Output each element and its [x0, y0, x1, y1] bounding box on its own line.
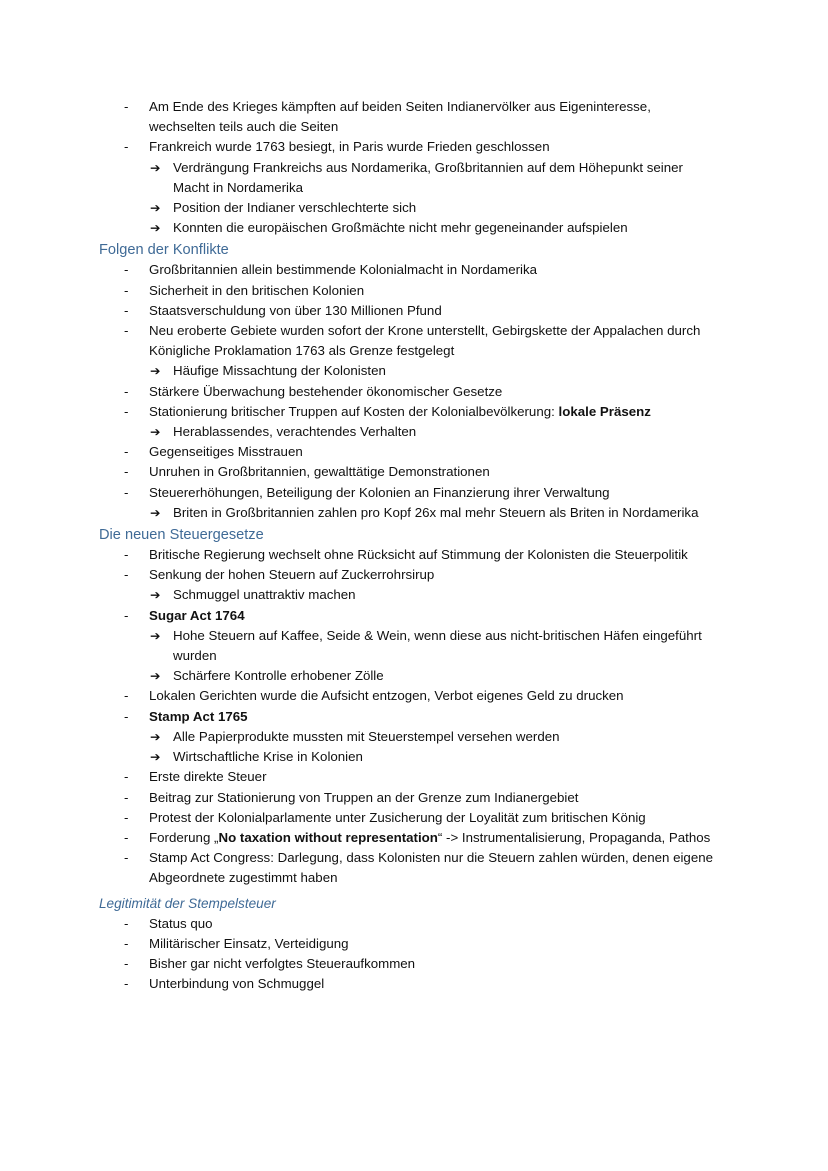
- arrow-right-icon: ➔: [150, 588, 161, 603]
- item-text-segment: Alle Papierprodukte mussten mit Steuerstempel versehen werden: [173, 728, 560, 744]
- dash-bullet-icon: -: [124, 323, 129, 339]
- item-text: [173, 626, 778, 666]
- arrow-right-icon: ➔: [150, 221, 161, 236]
- dash-bullet-icon: -: [124, 809, 129, 825]
- item-text: [149, 974, 779, 994]
- bullet-item: [0, 545, 828, 565]
- item-text-segment: Gegenseitiges Misstrauen: [149, 444, 303, 460]
- dash-bullet-icon: -: [124, 383, 129, 399]
- arrow-right-icon: ➔: [150, 505, 161, 520]
- item-text: [149, 788, 779, 808]
- item-text-segment: Am Ende des Krieges kämpften auf beiden Seiten Indianervölker aus Eigeninteresse, wechselten teils auch die Seiten: [149, 99, 651, 135]
- bullet-item: [0, 301, 828, 321]
- arrow-right-icon: ➔: [150, 201, 161, 216]
- bullet-item: [0, 565, 828, 585]
- item-text-segment: Position der Indianer verschlechterte sich: [173, 200, 417, 216]
- bullet-item: [0, 442, 828, 462]
- bullet-item: [0, 462, 828, 482]
- item-text-segment: Bisher gar nicht verfolgtes Steueraufkommen: [149, 955, 416, 971]
- item-text-segment: Status quo: [149, 915, 213, 931]
- dash-bullet-icon: -: [124, 935, 129, 951]
- dash-bullet-icon: -: [124, 484, 129, 500]
- item-text-segment: Stamp Act Congress: Darlegung, dass Kolonisten nur die Steuern zahlen würden, denen eigene Abgeordnete zugestimmt haben: [149, 850, 714, 886]
- bullet-item: [0, 934, 828, 954]
- arrow-right-icon: ➔: [150, 425, 161, 440]
- arrow-sub-item: [0, 422, 828, 442]
- bullet-item: [0, 788, 828, 808]
- item-text-segment: Unterbindung von Schmuggel: [149, 976, 325, 992]
- bold-text: Sugar Act 1764: [149, 607, 245, 623]
- item-text: [149, 545, 779, 565]
- item-text: [149, 565, 779, 585]
- dash-bullet-icon: -: [124, 403, 129, 419]
- item-text-segment: Briten in Großbritannien zahlen pro Kopf 26x mal mehr Steuern als Briten in Nordamerika: [173, 504, 699, 520]
- bullet-item: [0, 321, 828, 361]
- item-text: [149, 606, 779, 626]
- item-text: [149, 808, 779, 828]
- bullet-item: [0, 848, 828, 888]
- arrow-sub-item: [0, 666, 828, 686]
- item-text: [173, 158, 778, 198]
- arrow-sub-item: [0, 503, 828, 523]
- arrow-right-icon: ➔: [150, 160, 161, 175]
- dash-bullet-icon: -: [124, 139, 129, 155]
- arrow-sub-item: [0, 747, 828, 767]
- item-text: [149, 402, 779, 422]
- item-text-segment: Senkung der hohen Steuern auf Zuckerrohrsirup: [149, 567, 435, 583]
- item-text: [149, 260, 779, 280]
- bullet-item: [0, 828, 828, 848]
- item-text: [173, 747, 778, 767]
- item-text-segment: Schärfere Kontrolle erhobener Zölle: [173, 668, 384, 684]
- bullet-item: [0, 281, 828, 301]
- bullet-item: [0, 382, 828, 402]
- item-text: [149, 281, 779, 301]
- item-text: [149, 934, 779, 954]
- dash-bullet-icon: -: [124, 829, 129, 845]
- bullet-item: [0, 260, 828, 280]
- arrow-right-icon: ➔: [150, 669, 161, 684]
- item-text: [173, 361, 778, 381]
- dash-bullet-icon: -: [124, 850, 129, 866]
- dash-bullet-icon: -: [124, 789, 129, 805]
- bullet-item: [0, 974, 828, 994]
- arrow-sub-item: [0, 361, 828, 381]
- item-text-segment: Häufige Missachtung der Kolonisten: [173, 363, 386, 379]
- bullet-item: [0, 137, 828, 157]
- arrow-sub-item: [0, 198, 828, 218]
- item-text-segment: Forderung „: [149, 829, 219, 845]
- section-heading: Folgen der Konflikte: [99, 242, 229, 259]
- item-text: [149, 462, 779, 482]
- item-text: [149, 707, 779, 727]
- bullet-item: [0, 686, 828, 706]
- bullet-item: [0, 97, 828, 137]
- item-text: [149, 137, 779, 157]
- item-text-segment: Stationierung britischer Truppen auf Kosten der Kolonialbevölkerung:: [149, 403, 559, 419]
- bullet-item: [0, 954, 828, 974]
- item-text: [173, 585, 778, 605]
- bullet-item: [0, 483, 828, 503]
- item-text-segment: Militärischer Einsatz, Verteidigung: [149, 935, 349, 951]
- dash-bullet-icon: -: [124, 976, 129, 992]
- item-text: [149, 914, 779, 934]
- bold-text: lokale Präsenz: [558, 403, 651, 419]
- dash-bullet-icon: -: [124, 99, 129, 114]
- arrow-sub-item: [0, 727, 828, 747]
- dash-bullet-icon: -: [124, 567, 129, 583]
- arrow-sub-item: [0, 158, 828, 198]
- item-text-segment: Schmuggel unattraktiv machen: [173, 587, 356, 603]
- item-text-segment: Konnten die europäischen Großmächte nicht mehr gegeneinander aufspielen: [173, 220, 628, 236]
- item-text-segment: Hohe Steuern auf Kaffee, Seide & Wein, wenn diese aus nicht-britischen Häfen eingeführt wurden: [173, 627, 702, 664]
- bullet-item: [0, 808, 828, 828]
- item-text-segment: Neu eroberte Gebiete wurden sofort der Krone unterstellt, Gebirgskette der Appalachen durch Königliche Proklamation 1763 als Grenze festgelegt: [149, 323, 701, 359]
- item-text-segment: Erste direkte Steuer: [149, 769, 267, 785]
- item-text-segment: Verdrängung Frankreichs aus Nordamerika, Großbritannien auf dem Höhepunkt seiner Macht in Nordamerika: [173, 159, 683, 195]
- item-text-segment: Beitrag zur Stationierung von Truppen an der Grenze zum Indianergebiet: [149, 789, 579, 805]
- dash-bullet-icon: -: [124, 769, 129, 785]
- item-text-segment: Frankreich wurde 1763 besiegt, in Paris wurde Frieden geschlossen: [149, 139, 550, 155]
- item-text-segment: Herablassendes, verachtendes Verhalten: [173, 424, 417, 440]
- item-text: [149, 483, 779, 503]
- item-text: [149, 442, 779, 462]
- section-heading: Die neuen Steuergesetze: [99, 527, 264, 544]
- item-text-segment: Unruhen in Großbritannien, gewalttätige Demonstrationen: [149, 464, 490, 480]
- dash-bullet-icon: -: [124, 688, 129, 704]
- arrow-sub-item: [0, 585, 828, 605]
- item-text: [149, 382, 779, 402]
- item-text: [149, 767, 779, 787]
- item-text-segment: Steuererhöhungen, Beteiligung der Kolonien an Finanzierung ihrer Verwaltung: [149, 484, 610, 500]
- bold-text: No taxation without representation: [218, 829, 438, 845]
- dash-bullet-icon: -: [124, 547, 129, 563]
- item-text-segment: Lokalen Gerichten wurde die Aufsicht entzogen, Verbot eigenes Geld zu drucken: [149, 688, 624, 704]
- bullet-item: [0, 402, 828, 422]
- item-text: [149, 954, 779, 974]
- item-text-segment: Wirtschaftliche Krise in Kolonien: [173, 749, 363, 765]
- bullet-item: [0, 914, 828, 934]
- item-text-segment: Stärkere Überwachung bestehender ökonomischer Gesetze: [149, 383, 503, 399]
- item-text: [173, 198, 778, 218]
- item-text-segment: Protest der Kolonialparlamente unter Zusicherung der Loyalität zum britischen König: [149, 809, 646, 825]
- arrow-right-icon: ➔: [150, 628, 161, 643]
- item-text: [149, 828, 779, 848]
- dash-bullet-icon: -: [124, 607, 129, 623]
- item-text: [149, 686, 779, 706]
- section-heading: Legitimität der Stempelsteuer: [99, 895, 276, 911]
- dash-bullet-icon: -: [124, 955, 129, 971]
- item-text-segment: “ -> Instrumentalisierung, Propaganda, Pathos: [437, 829, 711, 845]
- dash-bullet-icon: -: [124, 464, 129, 480]
- dash-bullet-icon: -: [124, 282, 129, 298]
- dash-bullet-icon: -: [124, 444, 129, 460]
- item-text: [149, 301, 779, 321]
- item-text-segment: Britische Regierung wechselt ohne Rücksicht auf Stimmung der Kolonisten die Steuerpolitik: [149, 547, 688, 563]
- item-text: [173, 503, 778, 523]
- arrow-right-icon: ➔: [150, 729, 161, 744]
- item-text: [149, 321, 779, 361]
- dash-bullet-icon: -: [124, 915, 129, 931]
- arrow-right-icon: ➔: [150, 750, 161, 765]
- arrow-right-icon: ➔: [150, 364, 161, 379]
- bullet-item: [0, 707, 828, 727]
- bold-text: Stamp Act 1765: [149, 708, 248, 724]
- item-text-segment: Staatsverschuldung von über 130 Millionen Pfund: [149, 302, 442, 318]
- dash-bullet-icon: -: [124, 302, 129, 318]
- arrow-sub-item: [0, 218, 828, 238]
- arrow-sub-item: [0, 626, 828, 666]
- item-text: [149, 97, 779, 137]
- item-text-segment: Sicherheit in den britischen Kolonien: [149, 282, 365, 298]
- item-text-segment: Großbritannien allein bestimmende Kolonialmacht in Nordamerika: [149, 262, 538, 278]
- item-text: [173, 422, 778, 442]
- bullet-item: [0, 606, 828, 626]
- dash-bullet-icon: -: [124, 262, 129, 278]
- item-text: [173, 218, 778, 238]
- item-text: [149, 848, 779, 888]
- bullet-item: [0, 767, 828, 787]
- item-text: [173, 727, 778, 747]
- dash-bullet-icon: -: [124, 708, 129, 724]
- item-text: [173, 666, 778, 686]
